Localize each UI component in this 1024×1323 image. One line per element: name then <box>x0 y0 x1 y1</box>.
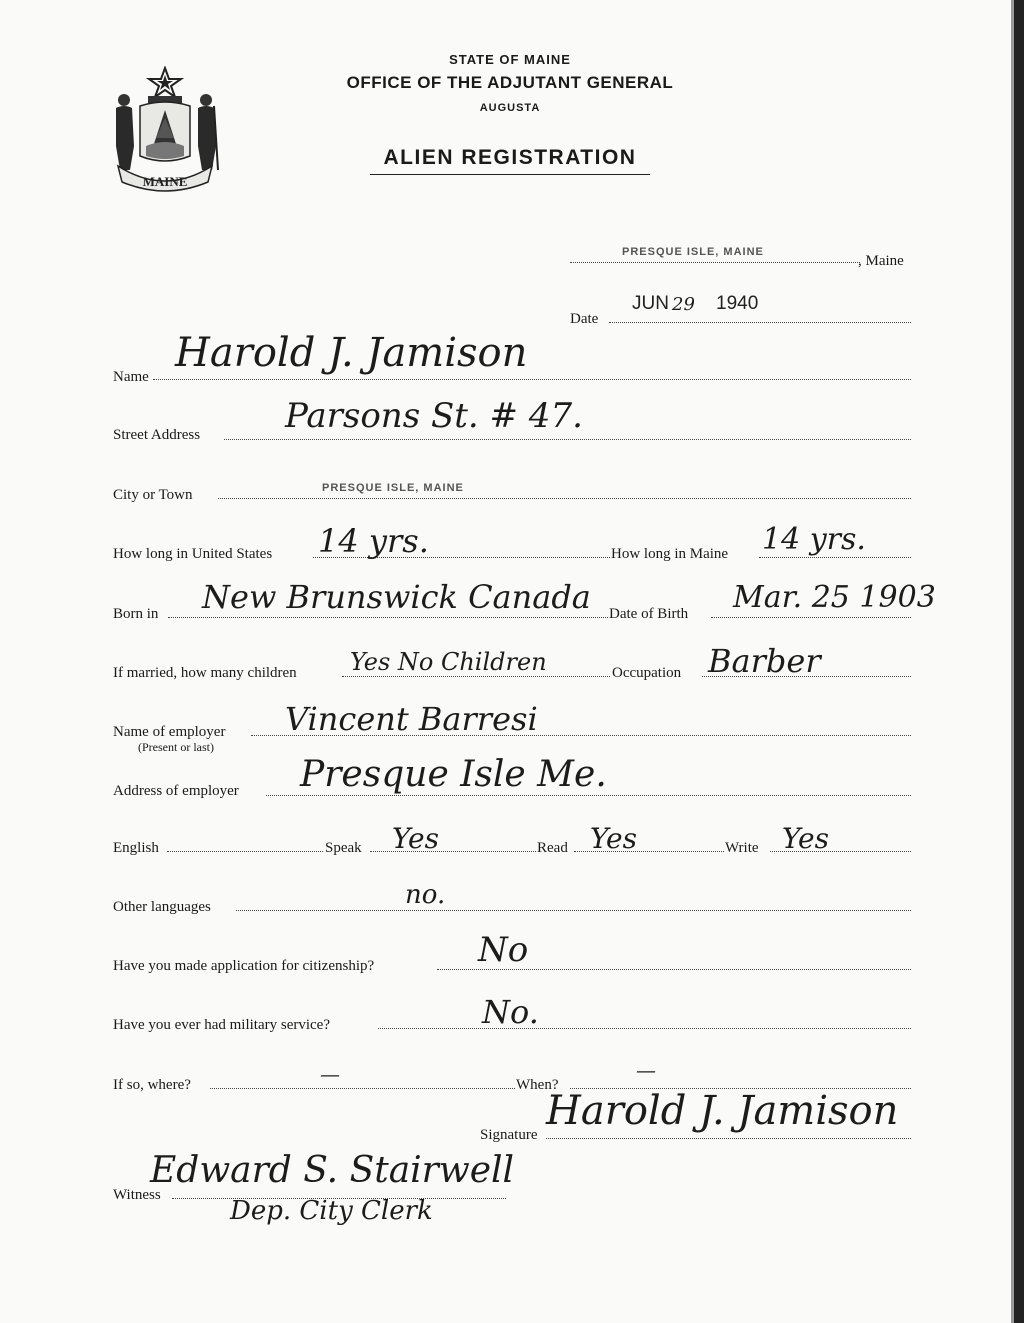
how-long-maine-value: 14 yrs. <box>762 522 866 557</box>
svg-text:MAINE: MAINE <box>142 174 188 189</box>
born-in-label: Born in <box>113 606 159 622</box>
name-line <box>153 379 911 380</box>
read-value: Yes <box>590 822 637 855</box>
name-label: Name <box>113 369 149 385</box>
date-stamp-month: JUN <box>632 293 669 314</box>
children-line <box>342 676 610 677</box>
military-line <box>378 1028 911 1029</box>
how-long-us-value: 14 yrs. <box>318 522 429 560</box>
english-line <box>167 851 323 852</box>
born-in-line <box>168 617 608 618</box>
state-heading: STATE OF MAINE <box>449 52 571 67</box>
where-label: If so, where? <box>113 1077 191 1093</box>
when-value: — <box>636 1058 656 1082</box>
date-of-birth-line <box>711 617 911 618</box>
how-long-us-label: How long in United States <box>113 546 273 562</box>
speak-value: Yes <box>392 822 439 855</box>
witness-label: Witness <box>113 1187 161 1203</box>
employer-address-line <box>266 795 911 796</box>
office-heading: OFFICE OF THE ADJUTANT GENERAL <box>346 73 674 92</box>
where-value: — <box>320 1062 340 1086</box>
date-of-birth-label: Date of Birth <box>609 606 689 622</box>
city-label: City or Town <box>113 487 193 503</box>
city-heading: AUGUSTA <box>479 102 541 114</box>
children-label: If married, how many children <box>113 665 297 681</box>
citizenship-value: No <box>478 930 529 970</box>
signature-label: Signature <box>480 1127 538 1143</box>
employer-address-label: Address of employer <box>113 783 239 799</box>
military-value: No. <box>482 993 539 1031</box>
write-value: Yes <box>782 822 829 855</box>
date-stamp-year: 1940 <box>716 293 759 314</box>
occupation-value: Barber <box>708 642 821 680</box>
other-languages-value: no. <box>405 880 446 910</box>
how-long-maine-line <box>759 557 911 558</box>
signature-line <box>546 1138 911 1139</box>
employer-label: Name of employer <box>113 724 226 740</box>
form-title: ALIEN REGISTRATION <box>383 146 637 169</box>
occupation-label: Occupation <box>612 665 682 681</box>
other-languages-label: Other languages <box>113 899 211 915</box>
street-line <box>224 439 911 440</box>
street-value: Parsons St. # 47. <box>285 396 583 436</box>
witness-value: Edward S. Stairwell <box>150 1150 515 1191</box>
children-value: Yes No Children <box>350 648 547 676</box>
location-stamp: PRESQUE ISLE, MAINE <box>622 246 764 258</box>
location-suffix: , Maine <box>858 253 904 269</box>
employer-address-value: Presque Isle Me. <box>300 754 607 795</box>
military-label: Have you ever had military service? <box>113 1017 330 1033</box>
read-label: Read <box>537 840 568 856</box>
witness-title: Dep. City Clerk <box>230 1196 433 1226</box>
how-long-maine-label: How long in Maine <box>611 546 729 562</box>
english-label: English <box>113 840 159 856</box>
employer-sublabel: (Present or last) <box>138 740 214 754</box>
date-line <box>609 322 911 323</box>
citizenship-label: Have you made application for citizenship? <box>113 958 375 974</box>
date-day-handwritten: 29 <box>672 294 695 315</box>
write-label: Write <box>725 840 759 856</box>
when-label: When? <box>516 1077 559 1093</box>
city-line <box>218 498 911 499</box>
date-of-birth-value: Mar. 25 1903 <box>733 580 936 615</box>
name-value: Harold J. Jamison <box>175 330 528 376</box>
born-in-value: New Brunswick Canada <box>202 578 591 616</box>
scan-edge <box>1014 0 1024 1323</box>
signature-value: Harold J. Jamison <box>546 1088 899 1134</box>
title-underline <box>370 174 650 175</box>
city-value-stamp: PRESQUE ISLE, MAINE <box>322 482 464 494</box>
other-languages-line <box>236 910 911 911</box>
speak-label: Speak <box>325 840 362 856</box>
where-line <box>210 1088 515 1089</box>
employer-value: Vincent Barresi <box>285 700 538 738</box>
street-label: Street Address <box>113 427 201 443</box>
date-label: Date <box>570 311 599 327</box>
location-line <box>570 262 860 263</box>
